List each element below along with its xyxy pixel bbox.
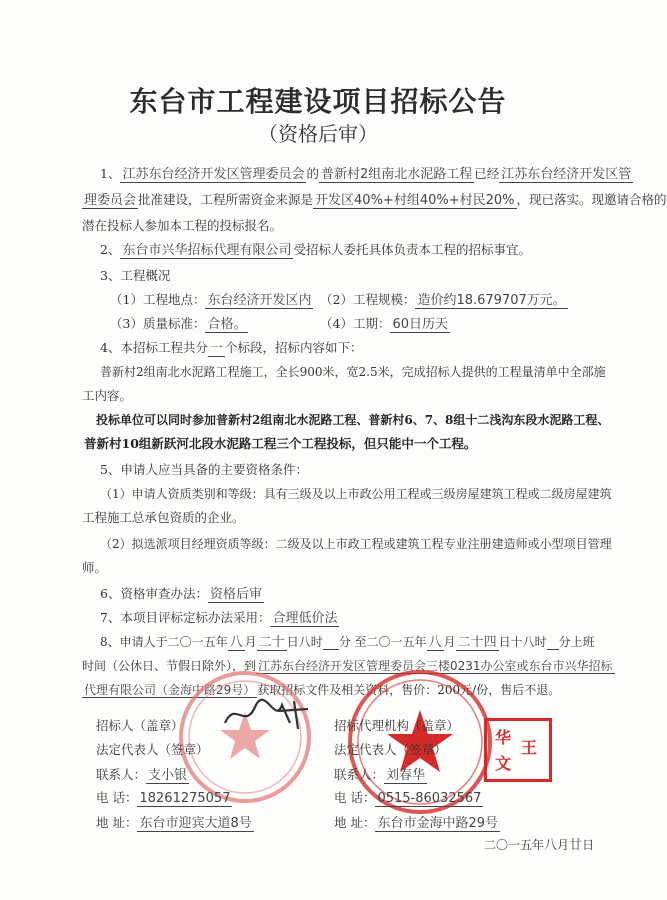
agent-phone-row <box>334 788 483 806</box>
approver-value: 江苏东台经济开发区管 <box>501 167 632 182</box>
page-title: 东台市工程建设项目招标公告 <box>129 85 507 118</box>
contact-row <box>96 764 189 783</box>
date-day: 廿 <box>569 838 583 853</box>
text: 二〇一五年 <box>484 838 545 852</box>
contact-value: 刘春华 <box>386 768 426 783</box>
location-value: 东台经济开发区内 <box>207 293 312 308</box>
text: 分 至二〇一五年 <box>338 635 427 649</box>
text: 日十八时 <box>498 635 547 649</box>
text: 时间（公休日、节假日除外），到 <box>82 659 257 673</box>
text: （1）工程地点： <box>110 292 206 307</box>
text: 日 <box>582 838 595 852</box>
phone-label: 电 话： <box>96 790 138 805</box>
bold-note-line-1: 投标单位可以同时参加普新村2组南北水泥路工程、普新村6、7、8组十二浅沟东段水泥路工程、 <box>96 413 610 427</box>
project-value: 普新村2组南北水泥路工程 <box>320 167 473 182</box>
para-1-line-1 <box>100 166 633 183</box>
agent-label: 招标代理机构（盖章） <box>334 718 460 733</box>
para-5-q2-line-2: 师。 <box>82 560 108 575</box>
text: 月 <box>244 635 257 649</box>
quality-value: 合格。 <box>207 317 247 332</box>
blank <box>547 635 559 650</box>
text: ，现已落实。现邀请合格的 <box>516 192 667 207</box>
text: 7、本项目评标定标办法采用： <box>100 610 271 625</box>
agent-address-row <box>334 812 500 831</box>
overview-period <box>320 316 450 333</box>
review-method-value: 资格后审 <box>209 587 262 602</box>
agent-value: 东台市兴华招标代理有限公司 <box>122 243 292 258</box>
text: 的 <box>306 166 319 181</box>
para-4-line-1 <box>100 340 363 357</box>
phone-value: 18261275057 <box>139 791 231 806</box>
name-seal <box>484 718 552 782</box>
address-value: 东台市迎宾大道8号 <box>139 816 252 831</box>
date-month: 八 <box>544 838 558 853</box>
funds-value: 开发区40%+村组40%+村民20% <box>315 193 515 208</box>
para-4-line-3: 工内容。 <box>82 388 133 403</box>
start-month: 八 <box>229 635 243 650</box>
para-1-line-3: 潜在投标人参加本工程的投标报名。 <box>82 218 283 233</box>
page-subtitle: （资格后审） <box>258 122 378 146</box>
end-day: 二十四 <box>457 635 497 650</box>
text: （3）质量标准： <box>110 316 206 331</box>
bold-note-line-2: 普新村10组新跃河北段水泥路工程三个工程投标，但只能中一个工程。 <box>84 436 477 451</box>
text: 2、 <box>100 242 121 257</box>
approver-value: 理委员会 <box>84 193 137 208</box>
period-value: 60日历天 <box>392 317 448 332</box>
phone-row <box>96 788 232 806</box>
para-1-line-2 <box>82 192 667 209</box>
agent-contact-row <box>334 764 427 783</box>
overview-quality <box>110 316 248 333</box>
owner-label: 招标人（盖章） <box>96 718 184 733</box>
para-4-line-2: 普新村2组南北水泥路工程施工，全长900米，宽2.5米，完成招标人提供的工程量清单中全部施 <box>100 365 606 379</box>
text: 分上班 <box>558 635 595 649</box>
agent-legal-rep-label: 法定代表人（签章） <box>334 742 447 757</box>
text: 已经 <box>474 166 500 181</box>
place-value: 代理有限公司（金海中路29号） <box>84 683 256 697</box>
legal-rep-label: 法定代表人（签章） <box>96 742 209 757</box>
text: 月 <box>443 635 456 649</box>
text: 4、本招标工程共分 <box>100 340 208 355</box>
address-label: 地 址： <box>334 815 376 830</box>
contact-label: 联系人： <box>96 767 147 782</box>
owner-signature-icon <box>220 695 320 735</box>
evaluation-method-value: 合理低价法 <box>272 611 338 626</box>
contact-value: 支小银 <box>148 768 188 783</box>
para-2 <box>100 242 531 259</box>
place-value: 江苏东台经济开发区管理委员会三楼0231办公室或东台市兴华招标 <box>258 659 613 673</box>
seal-char: 华 <box>495 728 512 747</box>
text: 8、申请人于二〇一五年 <box>100 635 228 649</box>
contact-label: 联系人： <box>334 767 385 782</box>
scale-value: 造价约18.679707万元。 <box>417 293 566 308</box>
para-5-head: 5、申请人应当具备的主要资格条件： <box>100 462 308 477</box>
end-month: 八 <box>428 635 442 650</box>
issue-date <box>484 834 594 853</box>
seal-char: 王 <box>521 738 538 757</box>
owner-value: 江苏东台经济开发区管理委员会 <box>122 167 305 182</box>
text: 个标段，招标内容如下： <box>224 340 363 355</box>
overview-location <box>110 292 313 309</box>
address-row <box>96 812 254 831</box>
section-count: 一 <box>209 341 223 356</box>
blank <box>323 635 339 650</box>
para-5-q1-line-1: （1）申请人资质类别和等级：具有三级及以上市政公用工程或三级房屋建筑工程或二级房屋建筑 <box>100 487 612 501</box>
phone-value: 0515-86032567 <box>377 791 482 806</box>
text: （2）工程规模： <box>320 292 416 307</box>
para-5-q1-line-2: 工程施工总承包资质的企业。 <box>82 510 245 525</box>
text: （4）工期： <box>320 316 391 331</box>
para-6 <box>100 586 264 603</box>
start-day: 二十 <box>258 635 285 650</box>
para-7 <box>100 610 339 627</box>
para-8-line-1 <box>100 634 595 651</box>
text: 6、资格审查办法： <box>100 586 208 601</box>
text: 批准建设，工程所需资金来源是 <box>138 192 314 207</box>
text: 受招标人委托具体负责本工程的招标事宜。 <box>293 242 531 257</box>
para-5-q2-line-1: （2）拟选派项目经理资质等级：二级及以上市政工程或建筑工程专业注册建造师或小型项目管理 <box>100 537 612 551</box>
overview-scale <box>320 292 568 309</box>
phone-label: 电 话： <box>334 790 376 805</box>
address-value: 东台市金海中路29号 <box>377 816 499 831</box>
text: 日八时 <box>286 635 323 649</box>
text: 1、 <box>100 166 121 181</box>
text: 获取招标文件及相关资料，售价：200元/份，售后不退。 <box>257 683 561 697</box>
para-3: 3、工程概况 <box>100 268 171 283</box>
text: 月 <box>557 838 570 852</box>
seal-char: 文 <box>495 754 512 773</box>
address-label: 地 址： <box>96 815 138 830</box>
